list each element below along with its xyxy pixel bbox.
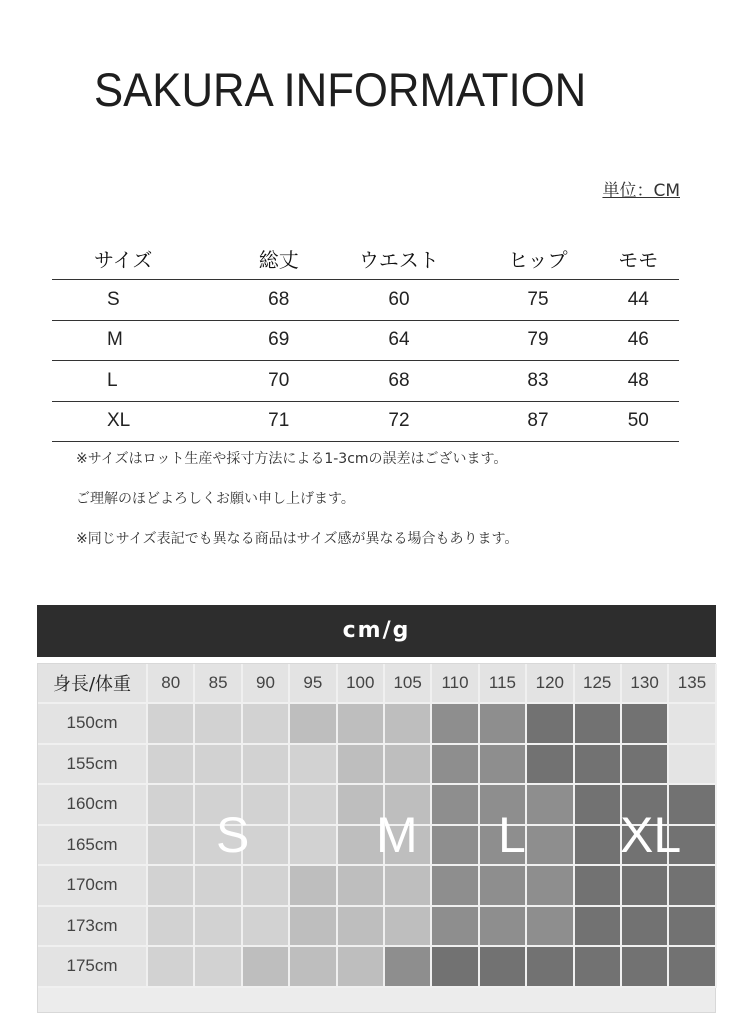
grid-cell [243,866,290,907]
grid-cell [575,704,622,745]
grid-cell [148,826,195,867]
table-cell: 68 [319,361,478,402]
grid-cell [527,947,574,988]
unit-label: 単位：CM [602,181,680,201]
grid-cell [432,947,479,988]
grid-cell [385,745,432,786]
col-header-waist: ウエスト [319,237,478,280]
grid-cell [480,704,527,745]
grid-cell [148,745,195,786]
note-text: ご理解のほどよろしくお願い申し上げます。 [76,491,355,507]
grid-cell [432,785,479,826]
grid-cell [669,785,716,826]
height-header: 165cm [38,826,148,867]
grid-cell [480,947,527,988]
grid-cell [480,866,527,907]
grid-cell [575,866,622,907]
grid-cell [195,785,242,826]
table-cell: 72 [319,401,478,442]
grid-cell [480,745,527,786]
grid-cell [527,745,574,786]
table-cell: 87 [478,401,597,442]
weight-header: 95 [290,664,337,704]
grid-cell [195,704,242,745]
grid-cell [480,785,527,826]
col-header-thigh: モモ [598,237,679,280]
grid-cell [432,745,479,786]
height-header: 160cm [38,785,148,826]
table-cell: 46 [598,320,679,361]
grid-cell [290,907,337,948]
size-table [52,237,679,442]
grid-cell [575,745,622,786]
col-header-hip: ヒップ [478,237,597,280]
page-title: SAKURA INFORMATION [94,63,587,116]
grid-cell [622,704,669,745]
grid-cell [622,745,669,786]
grid-cell [243,907,290,948]
weight-header: 135 [669,664,716,704]
grid-cell [622,826,669,867]
grid-cells [38,664,717,988]
height-header: 175cm [38,947,148,988]
grid-cell [669,907,716,948]
col-header-size: サイズ [52,237,238,280]
grid-cell [338,947,385,988]
grid-cell [338,866,385,907]
grid-cell [432,704,479,745]
weight-header: 115 [480,664,527,704]
weight-header: 130 [622,664,669,704]
size-label-l: L [498,807,526,863]
grid-cell [290,947,337,988]
table-cell: 60 [319,280,478,321]
grid-cell [338,907,385,948]
grid-cell [622,947,669,988]
grid-cell [338,745,385,786]
table-cell: 70 [238,361,319,402]
weight-header: 90 [243,664,290,704]
grid-cell [575,826,622,867]
size-label-xl: XL [620,807,682,863]
grid-cell [195,745,242,786]
grid-cell [290,866,337,907]
grid-cell [669,704,716,745]
table-row [52,320,679,361]
grid-cell [338,785,385,826]
grid-cell [243,785,290,826]
weight-header: 125 [575,664,622,704]
chart-header-bar: cm/g [37,605,716,657]
size-label-s: S [216,807,250,863]
grid-cell [622,907,669,948]
note-text: ※サイズはロット生産や採寸方法による1-3cmの誤差はございます。 [76,451,508,467]
size-label-m: M [376,807,418,863]
table-cell: 75 [478,280,597,321]
grid-cell [148,785,195,826]
table-row [52,361,679,402]
weight-header: 80 [148,664,195,704]
grid-cell [527,866,574,907]
grid-cell [290,704,337,745]
grid-cell [575,907,622,948]
table-cell: 69 [238,320,319,361]
table-cell: 71 [238,401,319,442]
height-header: 170cm [38,866,148,907]
grid-cell [243,826,290,867]
grid-cell [669,947,716,988]
grid-cell [385,947,432,988]
grid-cell [338,826,385,867]
grid-cell [575,785,622,826]
table-cell: 68 [238,280,319,321]
grid-cell [669,745,716,786]
table-cell: 64 [319,320,478,361]
note-text: ※同じサイズ表記でも異なる商品はサイズ感が異なる場合もあります。 [76,531,519,547]
grid-cell [148,907,195,948]
weight-header: 110 [432,664,479,704]
grid-cell [290,745,337,786]
grid-cell [385,866,432,907]
grid-cell [622,785,669,826]
grid-cell [480,826,527,867]
grid-cell [385,826,432,867]
grid-corner-label: 身長/体重 [38,664,148,704]
table-cell: L [52,361,238,402]
table-cell: 48 [598,361,679,402]
grid-cell [575,947,622,988]
grid-cell [385,704,432,745]
grid-cell [148,866,195,907]
grid-cell [195,826,242,867]
table-cell: M [52,320,238,361]
col-header-length: 総丈 [238,237,319,280]
grid-cell [527,907,574,948]
notes [76,448,518,568]
weight-header: 105 [385,664,432,704]
grid-cell [669,826,716,867]
grid-cell [432,826,479,867]
table-cell: S [52,280,238,321]
grid-cell [290,826,337,867]
grid-cell [527,785,574,826]
grid-cell [480,907,527,948]
table-cell: 79 [478,320,597,361]
height-header: 155cm [38,745,148,786]
table-cell: 44 [598,280,679,321]
grid-cell [243,947,290,988]
grid-cell [385,907,432,948]
grid-cell [385,785,432,826]
weight-header: 100 [338,664,385,704]
grid-cell [148,704,195,745]
table-cell: XL [52,401,238,442]
height-header: 150cm [38,704,148,745]
table-cell: 50 [598,401,679,442]
weight-header: 120 [527,664,574,704]
grid-cell [338,704,385,745]
grid-cell [195,907,242,948]
grid-cell [622,866,669,907]
grid-cell [432,907,479,948]
grid-cell [148,947,195,988]
grid-cell [195,866,242,907]
grid-cell [669,866,716,907]
weight-header: 85 [195,664,242,704]
grid-cell [432,866,479,907]
grid-cell [290,785,337,826]
height-header: 173cm [38,907,148,948]
height-weight-grid [37,663,716,1013]
grid-cell [243,704,290,745]
grid-cell [243,745,290,786]
size-table-header-row [52,237,679,280]
table-row [52,280,679,321]
grid-cell [195,947,242,988]
table-cell: 83 [478,361,597,402]
table-row [52,401,679,442]
grid-cell [527,704,574,745]
grid-cell [527,826,574,867]
